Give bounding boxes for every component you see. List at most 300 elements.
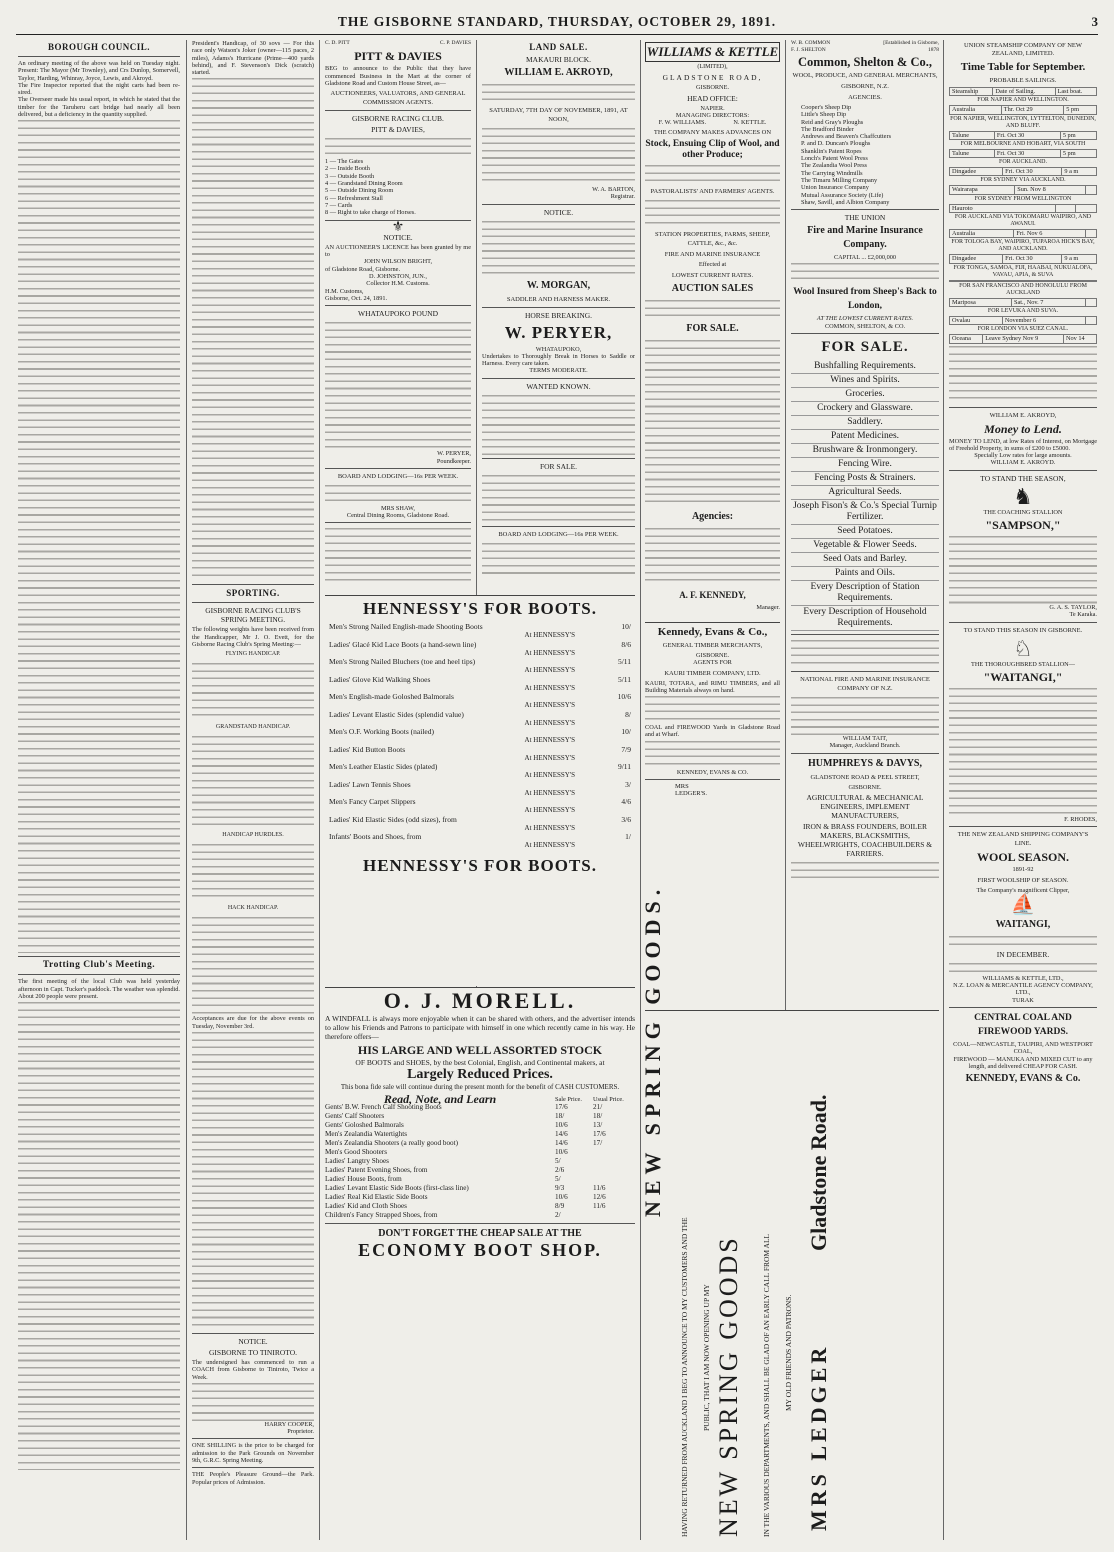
usual-price xyxy=(593,1175,635,1184)
read-note-learn: Read, Note, and Learn xyxy=(383,1091,497,1106)
lot-item: 6 — Refreshment Stall xyxy=(325,194,383,202)
column-union-steamship xyxy=(949,40,1097,1540)
sale-date: SATURDAY, 7TH DAY OF NOVEMBER, 1891, AT NOON, xyxy=(489,107,628,123)
boot-name: Ladies' Lawn Tennis Shoes xyxy=(329,779,411,789)
waitangi-text xyxy=(949,686,1097,816)
for-sale-item: Patent Medicines. xyxy=(791,430,939,444)
lot-item: 2 — Inside Booth xyxy=(325,165,370,173)
wk-text xyxy=(645,163,780,185)
racing-club-heading: GISBORNE RACING CLUB. xyxy=(352,114,444,124)
lowest-rates: AT THE LOWEST CURRENT RATES. xyxy=(816,315,914,323)
boot-row xyxy=(325,622,635,631)
stock-text: OF BOOTS and SHOES, by the best Colonial, English, and Continental makers, at xyxy=(355,1058,605,1067)
for-sale-item: Wines and Spirits. xyxy=(791,374,939,388)
akroyd-name: WILLIAM E. AKROYD, xyxy=(989,411,1057,419)
item-name: Men's Zealandia Watertights xyxy=(325,1129,408,1138)
sale-price: 10/6 xyxy=(555,1120,568,1129)
agencies-heading: Agencies: xyxy=(691,510,734,522)
boot-row xyxy=(325,815,635,824)
price-header xyxy=(325,1091,635,1106)
weights-list xyxy=(192,915,314,1015)
coaching-stallion: THE COACHING STALLION xyxy=(983,508,1063,516)
humphreys-text xyxy=(791,860,939,882)
boot-name: Men's Leather Elastic Sides (plated) xyxy=(329,762,438,771)
spring-line: MY OLD FRIENDS AND PATRONS. xyxy=(784,1294,793,1411)
article-text: The following weights have been received from the Handicapper, Mr J. O. Evett, for the Gisborne Racing Club's Spring Meeting:— xyxy=(192,626,314,649)
first-woolship: FIRST WOOLSHIP OF SEASON. xyxy=(977,876,1069,884)
item-name: Ladies' House Boots, from xyxy=(325,1174,402,1183)
collector-title: Collector H.M. Customs. xyxy=(366,280,430,288)
boot-at: At HENNESSY'S xyxy=(524,631,575,639)
route-date xyxy=(999,280,1048,281)
route-destination: FOR SYDNEY FROM WELLINGTON xyxy=(974,195,1072,202)
sale-price: 10/6 xyxy=(555,1147,568,1156)
column-rule xyxy=(186,40,187,1540)
spring-signature: MRS LEDGER xyxy=(806,1343,831,1531)
morell-row xyxy=(325,1184,635,1193)
boot-price: 10/6 xyxy=(617,692,631,701)
morell-row xyxy=(325,1121,635,1130)
route-date: Fri. Oct 30 xyxy=(1003,255,1062,263)
boot-price: 7/9 xyxy=(621,744,631,754)
notice-heading: NOTICE. xyxy=(383,232,413,242)
union-capital: CAPITAL ... £2,000,000 xyxy=(833,254,897,262)
weights-list xyxy=(192,842,314,902)
agency-item: Mutual Assurance Society (Life) xyxy=(801,191,884,199)
route-row xyxy=(949,131,1097,140)
boot-at: At HENNESSY'S xyxy=(524,753,575,762)
notice-date: Gisborne, Oct. 24, 1891. xyxy=(325,294,388,302)
boot-row xyxy=(325,675,635,684)
boot-row xyxy=(325,797,635,806)
boot-at: At HENNESSY'S xyxy=(524,701,575,709)
tait-name: WILLIAM TAIT, xyxy=(842,735,888,743)
item-name: Ladies' Levant Elastic Side Boots (first-class line) xyxy=(325,1183,469,1192)
newspaper-title: THE GISBORNE STANDARD, THURSDAY, OCTOBER 29, 1891. xyxy=(337,14,777,29)
pleasure-ground-notice: THE People's Pleasure Ground—the Park. Popular prices of Admission. xyxy=(192,1471,314,1486)
licensee-address: of Gladstone Road, Gisborne. xyxy=(325,265,401,273)
route-row xyxy=(949,280,1097,282)
manager-title: Manager. xyxy=(756,603,780,611)
route-time xyxy=(1085,230,1096,238)
poundkeeper-title: Poundkeeper. xyxy=(436,457,471,465)
for-sale-item: Saddlery. xyxy=(791,416,939,430)
partner-name: W. B. COMMON xyxy=(791,40,831,46)
board-notice xyxy=(325,483,471,505)
morell-price-list xyxy=(325,1103,635,1220)
route-time xyxy=(1086,186,1097,194)
item-name: Ladies' Kid and Cloth Shoes xyxy=(325,1201,407,1210)
sampson-text xyxy=(949,534,1097,604)
agency-item: The Timaru Milling Company xyxy=(801,176,878,184)
route-time: 5 pm xyxy=(1064,106,1097,114)
boot-name: Infants' Boots and Shoes, from xyxy=(329,832,422,841)
article-text: The first meeting of the local Club was held yesterday afternoon in Capt. Tucker's paddock. The weather was splendid. About 200 people were present. xyxy=(18,978,180,1000)
sale-price: 5/ xyxy=(555,1156,561,1165)
agency-item: The Carrying Windmills xyxy=(801,169,863,177)
boot-at: At HENNESSY'S xyxy=(524,718,575,727)
pound-heading: WHATAUPOKO POUND xyxy=(357,309,439,319)
notice-heading: NOTICE. xyxy=(238,1336,268,1346)
stock-clip: Stock, Ensuing Clip of Wool, and other Produce; xyxy=(645,139,780,161)
agency-item: Cooper's Sheep Dip xyxy=(801,104,852,111)
sporting-heading: SPORTING. xyxy=(226,588,280,599)
timber-text: KAURI, TOTARA, and RIMU TIMBERS, and all Building Materials always on hand. xyxy=(645,679,780,694)
item-name: Men's Zealandia Shooters (a really good boot) xyxy=(325,1138,459,1147)
lot-item: 5 — Outside Dining Room xyxy=(325,187,394,195)
route-date: Fri. Oct 30 xyxy=(994,131,1060,139)
hennessy-advert xyxy=(325,595,635,986)
route-time: Nov 14 xyxy=(1063,335,1096,343)
firm-roles: AUCTIONEERS, VALUATORS, AND GENERAL COMMISSION AGENTS. xyxy=(330,90,466,107)
spring-goods-large: NEW SPRING GOODS. xyxy=(640,883,665,1217)
common-shelton-name: Common, Shelton & Co., xyxy=(797,55,933,69)
hack-handicap-heading: HACK HANDICAP. xyxy=(227,905,279,912)
board-heading: BOARD AND LODGING—16s PER WEEK. xyxy=(337,472,459,480)
head-office: HEAD OFFICE: xyxy=(687,93,738,103)
sale-price: 8/9 xyxy=(555,1201,565,1210)
breaker-place: WHATAUPOKO, xyxy=(535,345,582,353)
route-destination: FOR NAPIER, WELLINGTON, LYTTELTON, DUNEDIN, AND BLUFF. xyxy=(950,115,1096,129)
directors-heading: MANAGING DIRECTORS: xyxy=(675,111,750,119)
notice-heading: NOTICE. xyxy=(543,207,574,217)
route-time: 5 pm xyxy=(1060,149,1096,157)
saddler-name: W. MORGAN, xyxy=(526,279,591,291)
wk-text xyxy=(645,198,780,228)
item-name: Ladies' Real Kid Elastic Side Boots xyxy=(325,1192,428,1201)
coal-line: COAL—NEWCASTLE, TAUPIRI, AND WESTPORT COAL, xyxy=(953,1041,1093,1056)
item-name: Men's Good Shooters xyxy=(325,1147,387,1156)
director-name: F. W. WILLIAMS. xyxy=(658,119,707,127)
agency-item: Shanklin's Patent Ropes xyxy=(801,147,862,155)
board-body xyxy=(482,541,635,577)
morell-row xyxy=(325,1130,635,1139)
breaker-text: Undertakes to Thoroughly Break in Horses to Saddle or Harness. Every care taken. xyxy=(482,352,635,368)
timetable-heading: Time Table for September. xyxy=(960,61,1086,73)
acceptances-note: Acceptances are due for the above events on Tuesday, November 3rd. xyxy=(192,1015,314,1030)
humphreys-name: HUMPHREYS & DAVYS, xyxy=(808,757,922,769)
sale-price-header: Sale Price. xyxy=(555,1095,582,1103)
sale-text xyxy=(482,126,635,186)
boot-name: Men's Strong Nailed Bluchers (toe and heel tips) xyxy=(329,657,476,666)
proprietor-title: Proprietor. xyxy=(287,1428,314,1436)
column-borough-council xyxy=(18,40,180,1540)
route-date: Fri. Oct 30 xyxy=(1003,168,1062,176)
licensee-name: JOHN WILSON BRIGHT, xyxy=(363,258,433,266)
route-ship: Oceana xyxy=(950,335,983,343)
head-office-town: NAPIER. xyxy=(700,104,725,112)
usual-price xyxy=(593,1211,635,1220)
route-ship: Dingadee xyxy=(950,255,1003,263)
station-properties: STATION PROPERTIES, FARMS, SHEEP, CATTLE, &c., &c. xyxy=(655,231,770,248)
agents-for: AGENTS FOR xyxy=(693,659,732,667)
wool-insured: Wool Insured from Sheep's Back to London, xyxy=(793,287,937,312)
agencies-list xyxy=(791,104,939,206)
boot-name: Men's O.F. Working Boots (nailed) xyxy=(329,727,435,736)
route-time: 5 pm xyxy=(1060,131,1096,139)
for-sale-item: Every Description of Station Requirements. xyxy=(791,581,939,606)
horse-breaking-heading: HORSE BREAKING. xyxy=(524,310,593,320)
article-text: The Overseer made his usual report, in which he stated that the timber for the Taruheru cart bridge had nearly all been delivered, but a deficiency in the quantity supplied. xyxy=(18,96,180,119)
stock-heading: HIS LARGE AND WELL ASSORTED STOCK xyxy=(357,1043,603,1057)
agency-item: P. and D. Duncan's Ploughs xyxy=(801,140,871,148)
boot-at: At HENNESSY'S xyxy=(524,666,575,674)
sale-price: 14/6 xyxy=(555,1138,568,1147)
pound-notice xyxy=(325,320,471,450)
route-time: 9 a m xyxy=(1062,168,1097,176)
for-sale-item: Joseph Fison's & Co.'s Special Turnip Fertilizer. xyxy=(791,500,939,525)
boot-price: 9/11 xyxy=(617,762,631,771)
horse-icon: ♞ xyxy=(1013,483,1033,509)
security-note: Specially Low rates for large amounts. xyxy=(974,452,1072,460)
boot-row xyxy=(325,710,635,719)
usual-price: 17/6 xyxy=(593,1129,606,1138)
for-sale-body xyxy=(482,473,635,523)
item-name: Gents' Goloshed Balmorals xyxy=(325,1120,404,1129)
for-sale-item: Vegetable & Flower Seeds. xyxy=(791,539,939,553)
agencies-heading: AGENCIES. xyxy=(848,94,882,101)
land-sale-heading: LAND SALE. xyxy=(529,42,588,52)
col-date: Date of Sailing. xyxy=(993,88,1055,96)
for-sale-item: Seed Potatoes. xyxy=(791,525,939,539)
wk-agents: WILLIAMS & KETTLE, LTD., xyxy=(982,974,1064,982)
usual-price: 21/ xyxy=(593,1102,603,1111)
route-date: November 6 xyxy=(1002,316,1085,324)
pastoral-agents: PASTORALISTS' AND FARMERS' AGENTS. xyxy=(650,188,775,196)
cooper-signature: HARRY COOPER, xyxy=(264,1420,314,1428)
firewood-line: FIREWOOD — MANUKA AND MIXED CUT to any length, and delivered CHEAP FOR CASH. xyxy=(953,1055,1093,1070)
morell-row xyxy=(325,1202,635,1211)
column-land-sale xyxy=(482,40,635,592)
turak: TURAK xyxy=(1012,996,1034,1004)
usual-price: 18/ xyxy=(593,1111,603,1120)
in-december: IN DECEMBER. xyxy=(996,949,1050,959)
usual-price xyxy=(593,1157,635,1166)
coal-text: COAL and FIREWOOD Yards in Gladstone Road and at Wharf. xyxy=(645,724,780,739)
stand-heading: TO STAND THE SEASON, xyxy=(980,473,1066,483)
director-name: N. KETTLE. xyxy=(733,119,767,127)
usual-price xyxy=(593,1166,635,1175)
route-date xyxy=(1055,204,1076,212)
agencies-list xyxy=(645,526,780,586)
lot-item: 8 — Right to take charge of Horses. xyxy=(325,209,416,217)
terms-note: TERMS MODERATE. xyxy=(529,367,588,375)
williams-kettle-name: WILLIAMS & KETTLE xyxy=(645,42,780,62)
for-sale-item: Brushware & Ironmongery. xyxy=(791,444,939,458)
registrar-name: W. A. BARTON, xyxy=(592,186,635,193)
morell-row xyxy=(325,1166,635,1175)
ledger-row xyxy=(645,783,780,790)
boot-at: At HENNESSY'S xyxy=(524,771,575,779)
morell-row xyxy=(325,1139,635,1148)
masthead xyxy=(16,12,1098,35)
boot-price: 8/6 xyxy=(621,639,631,649)
thoroughbred-stallion: THE THOROUGHBRED STALLION— xyxy=(971,660,1075,668)
timetable-notes xyxy=(949,344,1097,404)
kennedy-town: GISBORNE. xyxy=(695,652,730,659)
route-row xyxy=(949,334,1097,343)
for-sale-item: Every Description of Household Requirements. xyxy=(791,606,939,631)
spring-address: Gladstone Road. xyxy=(806,1094,831,1251)
boot-name: Men's Fancy Carpet Slippers xyxy=(329,797,416,806)
boot-name: Ladies' Glove Kid Walking Shoes xyxy=(329,674,431,684)
route-time xyxy=(1086,298,1097,306)
firm-name-small: PITT & DAVIES, xyxy=(371,125,425,135)
route-row xyxy=(949,229,1097,238)
founders-line: IRON & BRASS FOUNDERS, BOILER MAKERS, BLACKSMITHS, WHEELWRIGHTS, COACHBUILDERS & FARRIERS. xyxy=(797,821,933,858)
mrs-label: MRS xyxy=(675,783,689,791)
waitangi-name: "WAITANGI," xyxy=(983,669,1063,684)
agency-item: Reid and Gray's Ploughs xyxy=(801,118,864,126)
route-row xyxy=(949,167,1097,176)
route-ship: Talune xyxy=(950,131,995,139)
cash-note: This bona fide sale will continue during the present month for the benefit of CASH CUSTOMERS. xyxy=(340,1083,620,1092)
route-row xyxy=(949,185,1097,194)
article-body xyxy=(192,1030,314,1330)
spring-line: HAVING RETURNED FROM AUCKLAND I BEG TO ANNOUNCE TO MY CUSTOMERS AND THE xyxy=(680,1217,689,1537)
notice-body xyxy=(192,1381,314,1421)
union-text xyxy=(791,261,939,283)
ship-icon: ⛵ xyxy=(1010,893,1036,916)
lot-item: 7 — Cards xyxy=(325,201,353,209)
sale-price: 10/6 xyxy=(555,1192,568,1201)
item-name: Ladies' Langtry Shoes xyxy=(325,1156,389,1165)
for-sale-item: Groceries. xyxy=(791,388,939,402)
for-sale-list xyxy=(791,360,939,631)
route-date: Thr. Oct 29 xyxy=(1001,106,1063,114)
boot-price: 10/ xyxy=(621,727,631,736)
partners-row xyxy=(791,40,939,53)
advert-body xyxy=(325,526,471,586)
clipper-name: WAITANGI, xyxy=(995,918,1051,930)
lot-item: 3 — Outside Booth xyxy=(325,172,375,180)
usual-price: 11/6 xyxy=(593,1183,606,1192)
for-sale-item: Fencing Wire. xyxy=(791,458,939,472)
trotting-club-heading: Trotting Club's Meeting. xyxy=(42,960,156,971)
fire-insurance: FIRE AND MARINE INSURANCE xyxy=(664,251,761,259)
collector-name: D. JOHNSTON, JUN., xyxy=(369,273,427,281)
block-heading: MAKAURI BLOCK. xyxy=(525,55,591,64)
auctioneer-name: WILLIAM E. AKROYD, xyxy=(504,67,613,78)
boot-at: At HENNESSY'S xyxy=(524,788,575,797)
agency-item: Shaw, Savill, and Albion Company xyxy=(801,198,890,206)
route-time xyxy=(1085,316,1096,324)
partner-name: F. J. SHELTON xyxy=(791,46,826,53)
article-body xyxy=(192,76,314,581)
sale-notice xyxy=(325,136,471,158)
morell-row xyxy=(325,1103,635,1112)
kennedy-text xyxy=(645,739,780,769)
article-body xyxy=(18,1000,180,1470)
wanted-heading: WANTED KNOWN. xyxy=(526,381,591,391)
economy-boot-shop: ECONOMY BOOT SHOP. xyxy=(358,1240,602,1261)
route-ship: Mariposa xyxy=(950,298,1012,306)
lowest-rates: LOWEST CURRENT RATES. xyxy=(671,271,754,279)
for-sale-item: Agricultural Seeds. xyxy=(791,486,939,500)
usual-price: 12/6 xyxy=(593,1192,606,1201)
route-destination: FOR TOLOGA BAY, WAIPIRO, TUPAROA HICK'S BAY, AND AUCKLAND. xyxy=(951,239,1095,253)
boot-name: Ladies' Levant Elastic Sides (splendid value) xyxy=(329,709,464,719)
national-text xyxy=(791,695,939,735)
wool-season: WOOL SEASON. xyxy=(976,850,1070,865)
route-destination: FOR TONGA, SAMOA, FIJI, HAABAI, NUKUALOFA, VAVAU, APIA, & SUVA xyxy=(953,264,1093,278)
article-text: President's Handicap, of 30 sovs — For this race only Watson's Joker (owner—115 paces, 2 miles), Adams's Hurricane (Prime—400 yards behind), and F. Stevenson's Dick (scratch) started. xyxy=(192,40,314,77)
column-rule xyxy=(640,40,641,1540)
saddler-title: SADDLER AND HARNESS MAKER. xyxy=(506,295,611,303)
merchants-line: WOOL, PRODUCE, AND GENERAL MERCHANTS, xyxy=(792,72,938,79)
column-common-shelton xyxy=(791,40,939,1010)
sale-price: 14/6 xyxy=(555,1129,568,1138)
money-to-lend: Money to Lend. xyxy=(984,421,1062,436)
humphreys-town: GISBORNE. xyxy=(848,783,882,791)
crest-icon: ⚜ xyxy=(391,219,405,235)
wk-text xyxy=(645,298,780,320)
route-destination: FOR MELBOURNE AND HOBART, VIA SOUTH xyxy=(960,140,1086,147)
shilling-notice: ONE SHILLING is the price to be charged for admission to the Park Grounds on November 9th, G.R.C. Spring Meeting. xyxy=(192,1442,314,1465)
engineers-line: AGRICULTURAL & MECHANICAL ENGINEERS, IMPLEMENT MANUFACTURERS, xyxy=(806,792,924,820)
route-ship: Australia xyxy=(950,230,1014,238)
humphreys-address: GLADSTONE ROAD & PEEL STREET, xyxy=(810,773,920,781)
kec-signature: KENNEDY, EVANS & Co. xyxy=(965,1073,1081,1085)
common-town: GISBORNE, N.Z. xyxy=(841,83,889,90)
boot-row xyxy=(325,780,635,789)
union-company: Fire and Marine Insurance Company. xyxy=(807,225,923,251)
grandstand-handicap-heading: GRANDSTAND HANDICAP. xyxy=(215,724,291,731)
registrar-title: Registrar. xyxy=(610,193,635,201)
kennedy-manager: A. F. KENNEDY, xyxy=(679,589,746,600)
kennedy-signature: KENNEDY, EVANS & CO. xyxy=(676,768,749,776)
for-sale-heading: FOR SALE. xyxy=(686,322,739,334)
boot-row xyxy=(325,832,635,841)
lot-item: 1 — The Gates xyxy=(325,158,364,166)
route-destination: FOR SYDNEY VIA AUCKLAND. xyxy=(980,177,1066,184)
for-sale-heading: FOR SALE. xyxy=(821,339,909,356)
weights-list xyxy=(192,734,314,829)
route-destination: FOR SAN FRANCISCO AND HONOLULU FROM AUCKLAND xyxy=(959,282,1087,296)
boot-price: 4/6 xyxy=(621,797,631,806)
route-ship: Dingadee xyxy=(950,168,1003,176)
kauri-company: KAURI TIMBER COMPANY, LTD. xyxy=(664,669,761,677)
route-date: Sat., Nov. 7 xyxy=(1011,298,1085,306)
wk-address: GLADSTONE ROAD, xyxy=(662,73,763,83)
route-date: Fri. Nov 6 xyxy=(1014,230,1085,238)
timber-merchants: GENERAL TIMBER MERCHANTS, xyxy=(662,642,763,649)
effected-at: Effected at xyxy=(698,261,727,269)
landlady-address: Central Dining Rooms, Gladstone Road. xyxy=(346,512,450,520)
item-name: Children's Fancy Strapped Shoes, from xyxy=(325,1210,438,1219)
route-ship: Australia xyxy=(950,106,1002,114)
boot-row xyxy=(325,762,635,771)
for-sale-item: Paints and Oils. xyxy=(791,567,939,581)
boot-name: Ladies' Kid Elastic Sides (odd sizes), from xyxy=(329,814,457,824)
usual-price-header: Usual Price. xyxy=(593,1095,624,1103)
boot-row xyxy=(325,640,635,649)
horse-icon: ♘ xyxy=(1013,635,1033,661)
lot-item: 4 — Grandstand Dining Room xyxy=(325,180,403,188)
flying-handicap-heading: FLYING HANDICAP. xyxy=(225,651,281,658)
borough-council-heading: BOROUGH COUNCIL. xyxy=(47,42,150,52)
boot-at: At HENNESSY'S xyxy=(524,823,575,832)
spring-meeting-heading: GISBORNE RACING CLUB'S SPRING MEETING. xyxy=(205,606,301,625)
boot-at: At HENNESSY'S xyxy=(524,806,575,814)
page-number: 3 xyxy=(1091,14,1098,29)
hennessy-heading-bottom: HENNESSY'S FOR BOOTS. xyxy=(362,855,598,875)
boot-row xyxy=(325,745,635,754)
boot-row xyxy=(325,727,635,736)
hennessy-heading: HENNESSY'S FOR BOOTS. xyxy=(362,599,598,618)
sale-price: 2/6 xyxy=(555,1165,565,1174)
for-sale-item: Bushfalling Requirements. xyxy=(791,360,939,374)
